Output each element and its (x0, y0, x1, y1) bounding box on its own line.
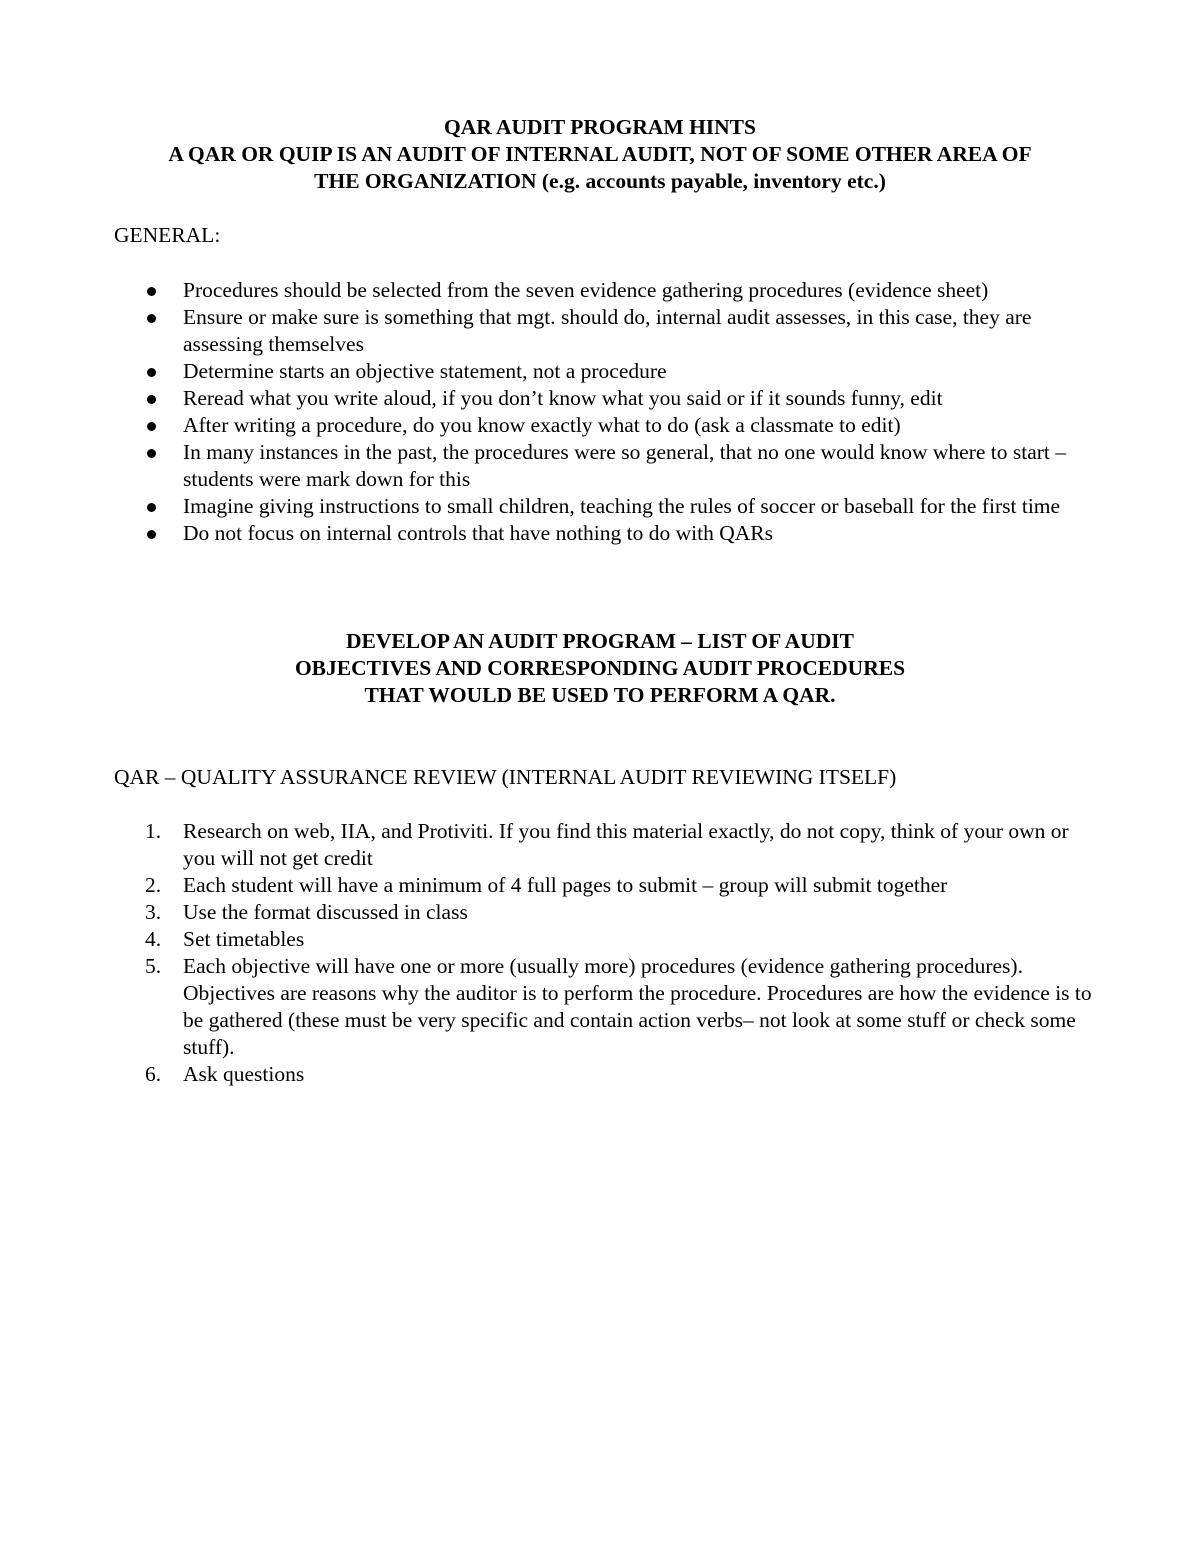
bullet-text: Ensure or make sure is something that mgt. should do, internal audit assesses, in this case, they are assessing themselves (183, 305, 1032, 356)
bullet-text: Do not focus on internal controls that have nothing to do with QARs (183, 521, 773, 545)
item-number: 4. (145, 927, 162, 951)
item-text: Each student will have a minimum of 4 full pages to submit – group will submit together (183, 873, 948, 897)
item-number: 1. (145, 819, 162, 843)
bullet-icon (147, 449, 156, 458)
develop-line-3: THAT WOULD BE USED TO PERFORM A QAR. (364, 683, 836, 707)
list-item (0, 277, 1103, 304)
bullet-icon (147, 395, 156, 404)
item-number: 2. (145, 873, 162, 897)
develop-line-2: OBJECTIVES AND CORRESPONDING AUDIT PROCEDURES (294, 656, 906, 680)
item-number: 6. (145, 1062, 162, 1086)
bullet-icon (147, 530, 156, 539)
general-bullet-list (0, 277, 1200, 547)
bullet-text: Imagine giving instructions to small children, teaching the rules of soccer or baseball for the first time (183, 494, 1061, 518)
develop-line-1: DEVELOP AN AUDIT PROGRAM – LIST OF AUDIT (346, 629, 854, 653)
list-item (0, 872, 1103, 899)
list-item (0, 899, 1103, 926)
general-heading: GENERAL: (114, 223, 221, 247)
list-item (0, 385, 1103, 412)
list-item (0, 304, 1103, 358)
item-text: Set timetables (183, 927, 305, 951)
document-title (100, 114, 1100, 195)
bullet-text: After writing a procedure, do you know exactly what to do (ask a classmate to edit) (183, 413, 901, 437)
item-text: Use the format discussed in class (183, 900, 468, 924)
title-line-2: A QAR OR QUIP IS AN AUDIT OF INTERNAL AUDIT, NOT OF SOME OTHER AREA OF (168, 142, 1032, 166)
item-text: Ask questions (183, 1062, 305, 1086)
list-item (0, 1061, 1103, 1088)
list-item (0, 412, 1103, 439)
qar-heading: QAR – QUALITY ASSURANCE REVIEW (INTERNAL AUDIT REVIEWING ITSELF) (114, 765, 897, 789)
bullet-text: Reread what you write aloud, if you don’t know what you said or if it sounds funny, edit (183, 386, 943, 410)
list-item (0, 520, 1103, 547)
item-text: Each objective will have one or more (usually more) procedures (evidence gathering procedures). Objectives are reasons why the auditor is to perform the procedure. Procedures are how the evidence is to be gathered (these must be very specific and contain action verbs– not look at some stuff or check some stuff). (183, 954, 1092, 1059)
item-text: Research on web, IIA, and Protiviti. If you find this material exactly, do not copy, think of your own or you will not get credit (183, 819, 1069, 870)
bullet-text: In many instances in the past, the procedures were so general, that no one would know where to start – students were mark down for this (183, 440, 1067, 491)
bullet-text: Procedures should be selected from the seven evidence gathering procedures (evidence sheet) (183, 278, 989, 302)
bullet-icon (147, 287, 156, 296)
bullet-icon (147, 422, 156, 431)
develop-heading (100, 628, 1100, 709)
numbered-list (0, 818, 1200, 1088)
list-item (0, 358, 1103, 385)
item-number: 3. (145, 900, 162, 924)
bullet-icon (147, 368, 156, 377)
list-item (0, 493, 1103, 520)
bullet-icon (147, 314, 156, 323)
title-line-3: THE ORGANIZATION (e.g. accounts payable, inventory etc.) (314, 169, 886, 193)
list-item (0, 953, 1103, 1061)
title-line-1: QAR AUDIT PROGRAM HINTS (444, 115, 756, 139)
bullet-icon (147, 503, 156, 512)
bullet-text: Determine starts an objective statement, not a procedure (183, 359, 667, 383)
list-item (0, 439, 1103, 493)
list-item (0, 926, 1103, 953)
list-item (0, 818, 1103, 872)
item-number: 5. (145, 954, 162, 978)
